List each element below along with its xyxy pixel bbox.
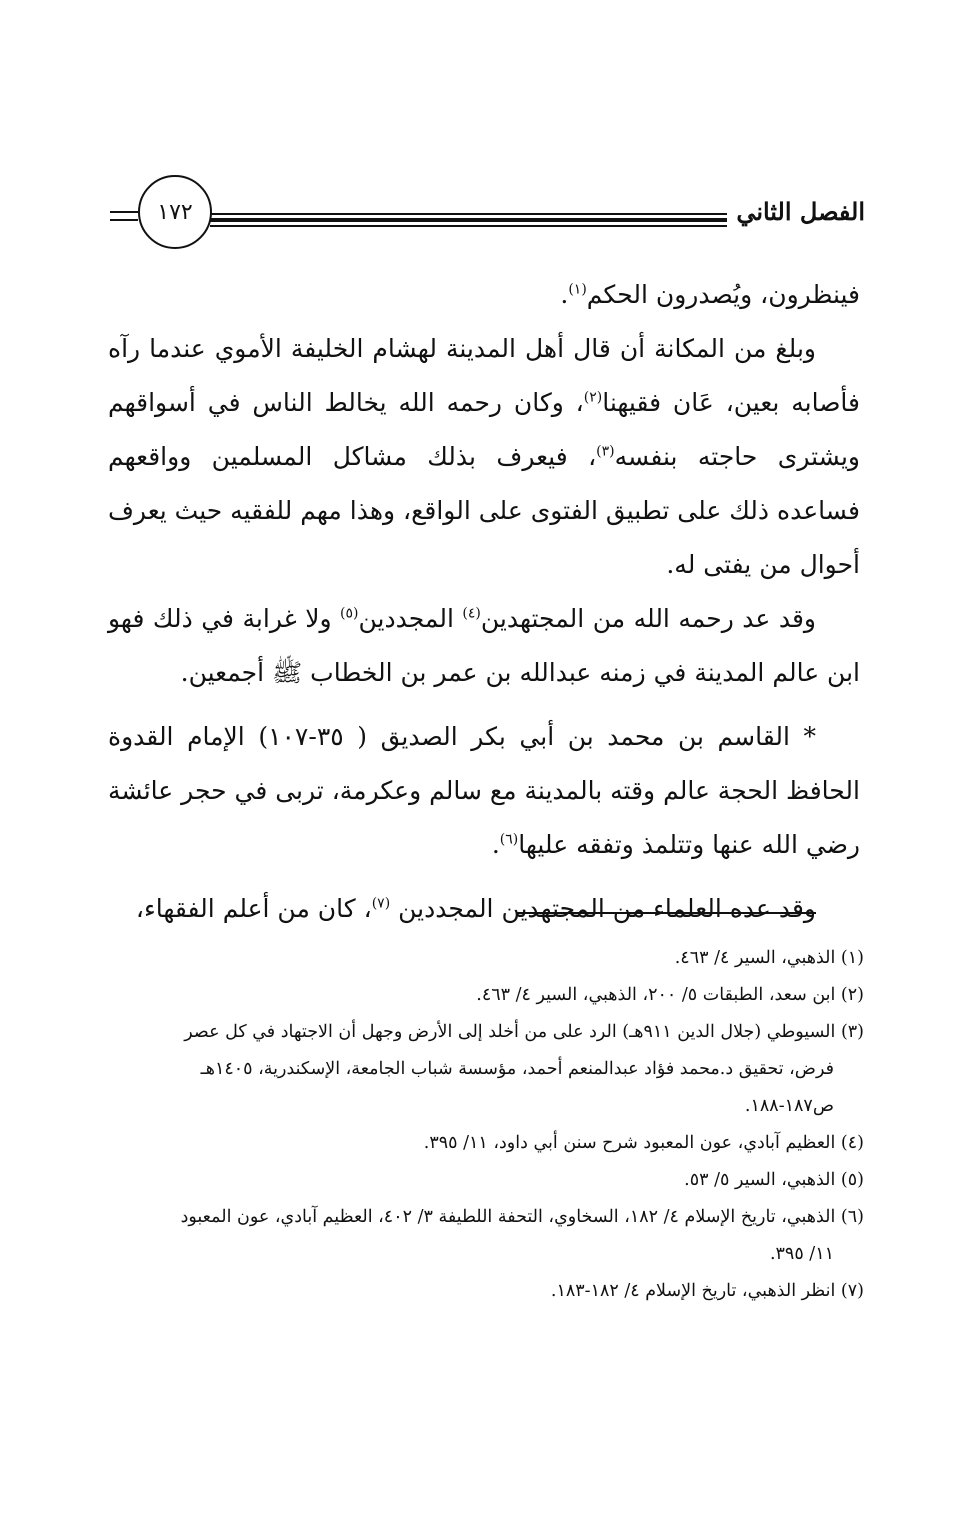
footnotes (108, 940, 864, 1310)
paragraph-5: وقد عده العلماء من المجتهدين المجددين $^{(٧)}$، كان من أعلم الفقهاء، (135, 894, 816, 923)
footnote-ref-6[interactable]: (٦) (499, 831, 519, 848)
main-text (108, 268, 860, 936)
footnote-ref-2[interactable]: (٢) (583, 389, 603, 406)
footnote-ref-3[interactable]: (٣) (596, 443, 615, 460)
footnote-ref-7[interactable]: (٧) (371, 895, 391, 912)
footnote-7: (٧) انظر الذهبي، تاريخ الإسلام ٤/ ١٨٢-١٨٣. (550, 1281, 864, 1301)
paragraph-1: فينظرون، ويُصدرون الحكم$^{(١)}$. (560, 280, 860, 309)
page-number: ١٧٢ (157, 199, 193, 225)
paragraph-2: وبلغ من المكانة أن قال أهل المدينة لهشام الخليفة الأموي عندما رآه فأصابه بعين، عَان فقيهنا$^{(٢)}$، وكان رحمه الله يخالط الناس في أسواقهم ويشترى حاجته بنفسه$^{(٣)}$، فيعرف بذلك مشاكل المسلمين وواقعهم فساعده ذلك على تطبيق الفتوى على الواقع، وهذا مهم للفقيه حيث يعرف أحوال من يفتى له. (108, 334, 861, 579)
footnote-separator (516, 912, 816, 914)
footnote-4: (٤) العظيم آبادي، عون المعبود شرح سنن أبي داود، ١١/ ٣٩٥. (423, 1133, 864, 1153)
paragraph-4: * القاسم بن محمد بن أبي بكر الصديق ( ٣٥-١٠٧) الإمام القدوة الحافظ الحجة عالم وقته بالمدينة مع سالم وعكرمة، تربى في حجر عائشة رضي الله عنها وتتلمذ وتفقه عليها$^{(٦)}$. (108, 722, 860, 859)
footnote-6: (٦) الذهبي، تاريخ الإسلام ٤/ ١٨٢، السخاوي، التحفة اللطيفة ٣/ ٤٠٢، العظيم آبادي، عون المعبود ١١/ ٣٩٥. (180, 1207, 864, 1264)
footnote-3: (٣) السيوطي (جلال الدين ٩١١هـ) الرد على من أخلد إلى الأرض وجهل أن الاجتهاد في كل عصر فرض، تحقيق د.محمد فؤاد عبدالمنعم أحمد، مؤسسة شباب الجامعة، الإسكندرية، ١٤٠٥هـ ص١٨٧-١٨٨. (184, 1022, 864, 1116)
footnote-1: (١) الذهبي، السير ٤/ ٤٦٣. (674, 948, 864, 968)
page-header (110, 175, 865, 255)
chapter-title: الفصل الثاني (736, 197, 865, 226)
footnote-ref-4[interactable]: (٤) (462, 605, 481, 622)
footnote-2: (٢) ابن سعد، الطبقات ٥/ ٢٠٠، الذهبي، السير ٤/ ٤٦٣. (476, 985, 864, 1005)
footnote-ref-1[interactable]: (١) (568, 281, 587, 298)
paragraph-3: وقد عد رحمه الله من المجتهدين$^{(٤)}$ المجددين$^{(٥)}$ ولا غرابة في ذلك فهو ابن عالم المدينة في زمنه عبدالله بن عمر بن الخطاب ﷺ أجمعين. (108, 604, 860, 687)
footnote-5: (٥) الذهبي، السير ٥/ ٥٣. (684, 1170, 864, 1190)
page-number-circle (138, 175, 212, 249)
footnote-ref-5[interactable]: (٥) (340, 605, 359, 622)
